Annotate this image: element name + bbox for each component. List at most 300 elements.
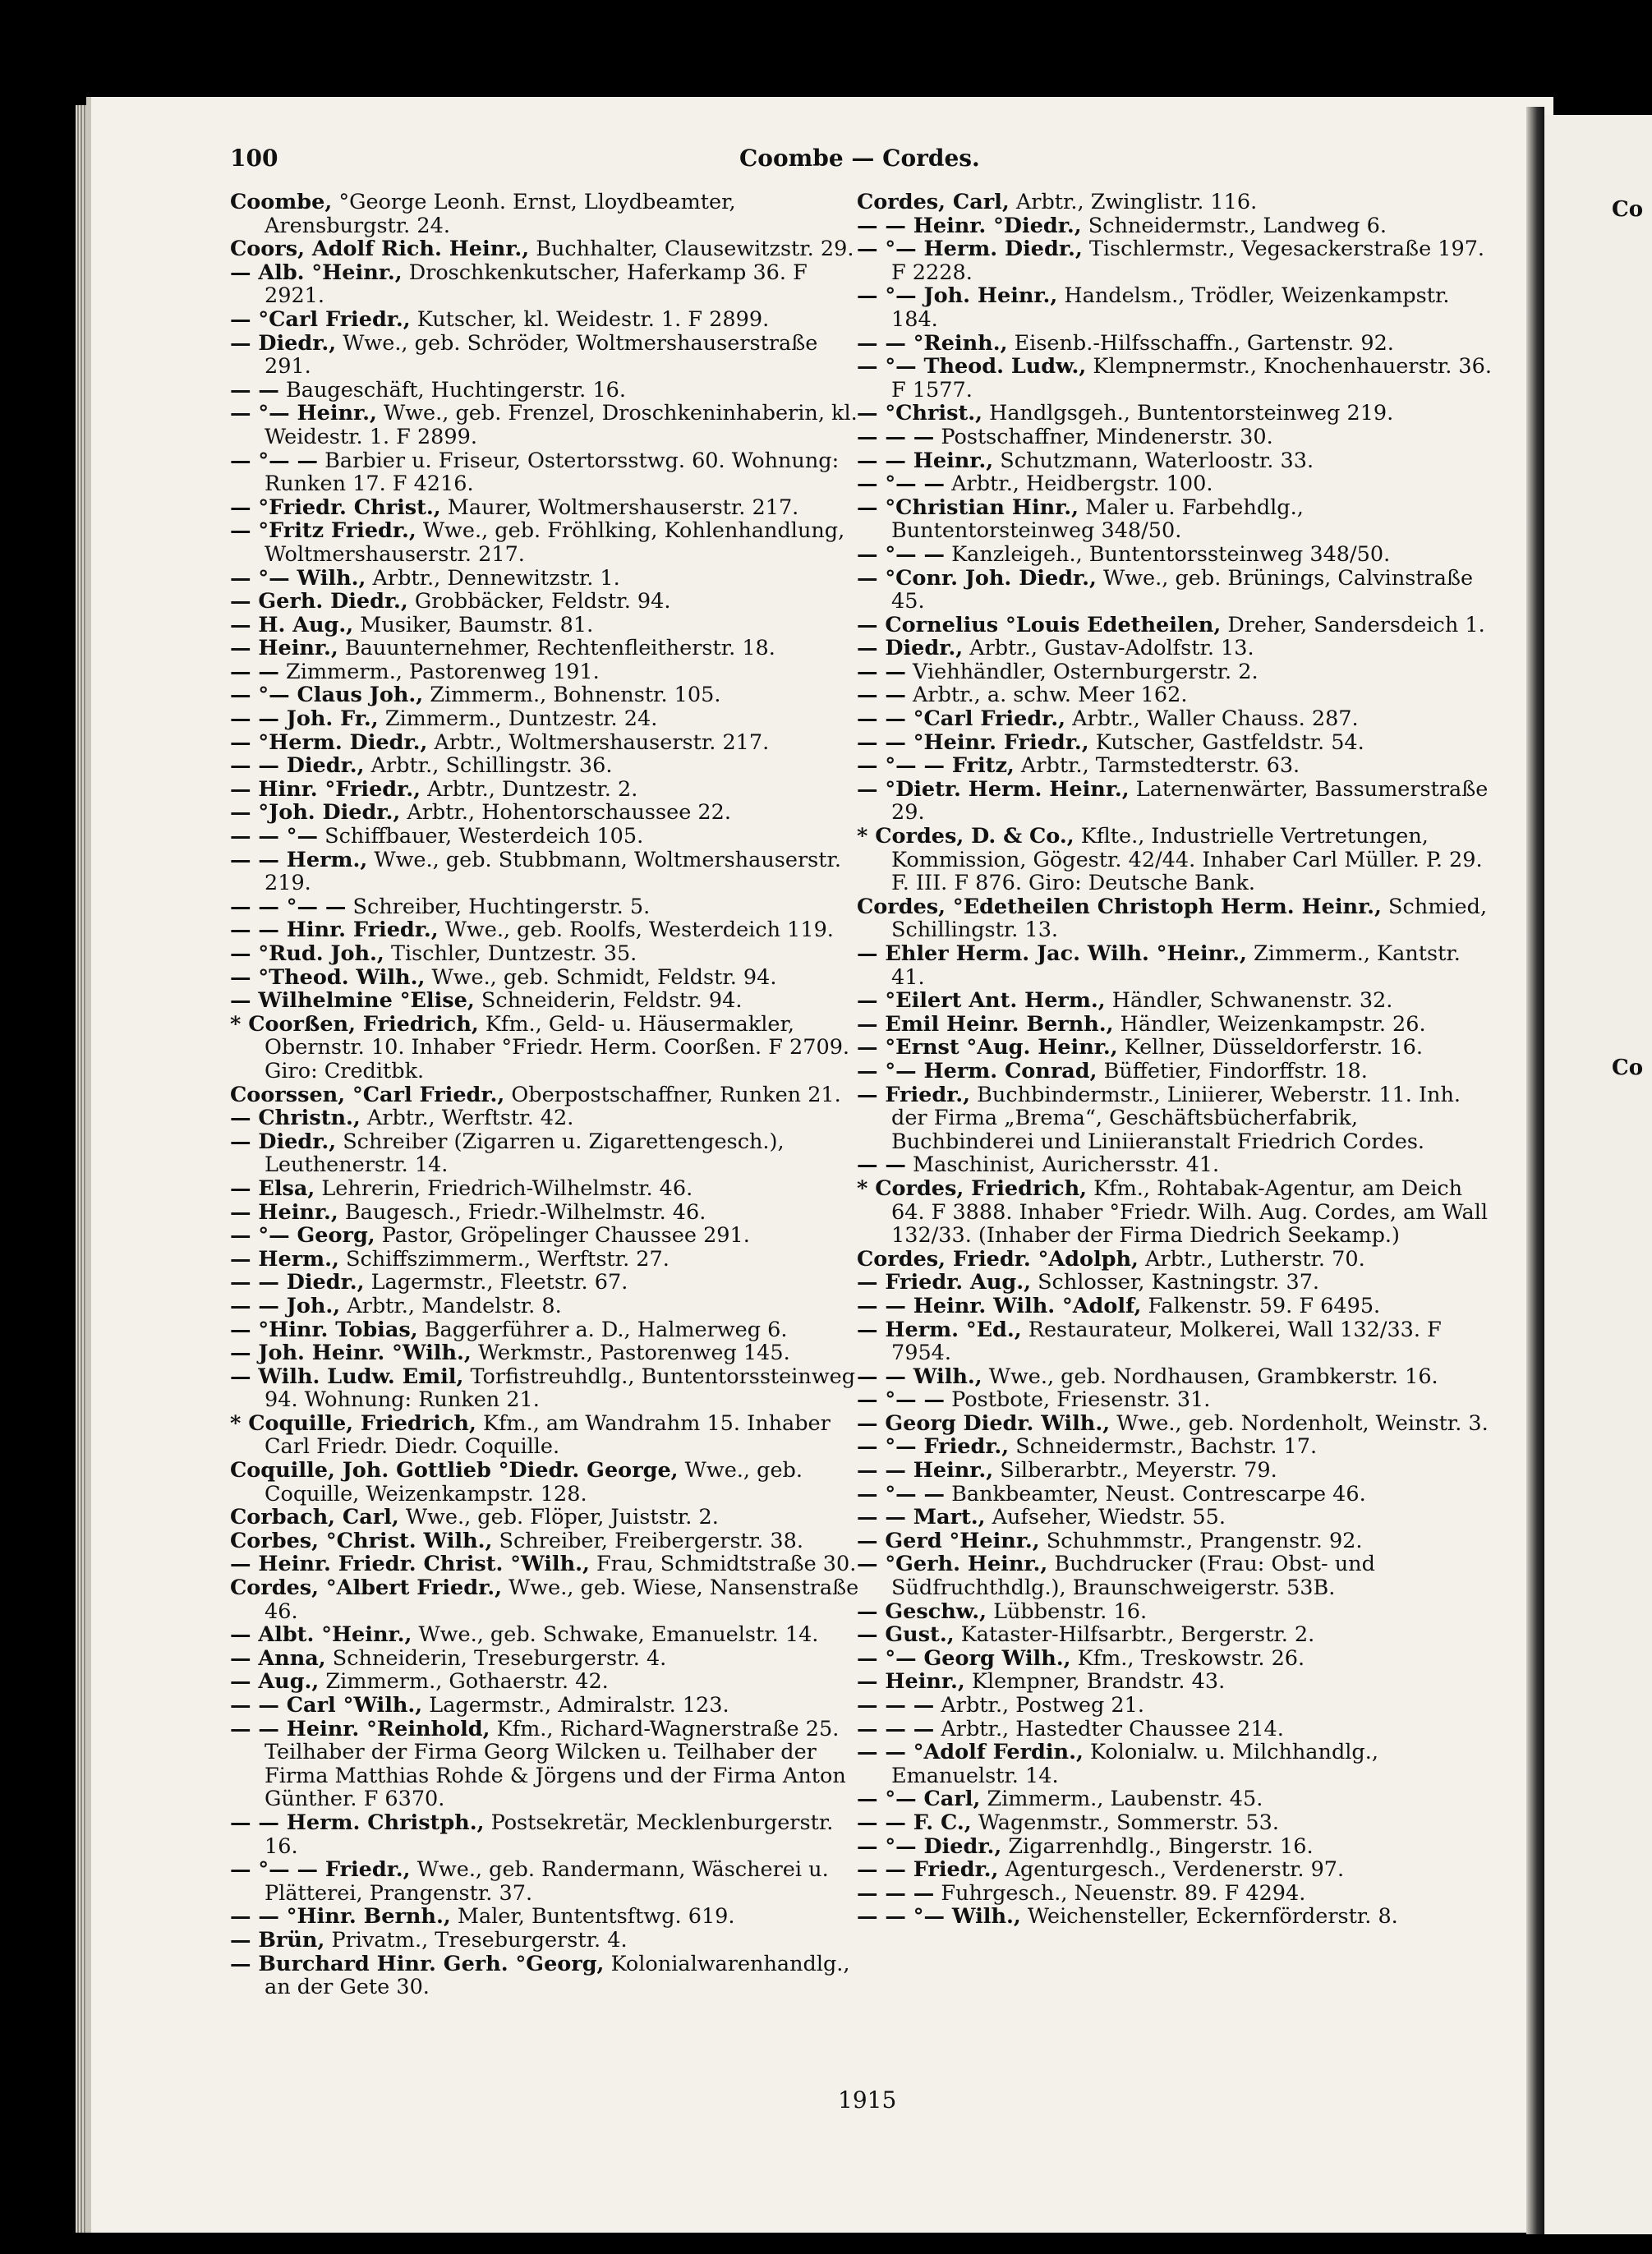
directory-entry [230, 1670, 867, 1694]
entry-name: — °— Joh. Heinr., [857, 283, 1058, 309]
entry-name: — — — [857, 1693, 935, 1718]
entry-name: — Albt. °Heinr., [230, 1622, 412, 1648]
directory-entry [857, 567, 1493, 614]
directory-entry [230, 849, 867, 895]
directory-entry [230, 1811, 867, 1858]
entry-details: Arbtr., Gustav-Adolfstr. 13. [969, 636, 1254, 661]
entry-details: Schneidermstr., Landweg 6. [1088, 213, 1387, 238]
entry-details: Kutscher, Gastfeldstr. 54. [1095, 729, 1364, 755]
directory-entry [230, 614, 867, 637]
entry-name: — — °— [230, 824, 319, 849]
entry-details: Schneiderin, Treseburgerstr. 4. [332, 1645, 667, 1671]
directory-entry [857, 1412, 1493, 1436]
entry-details: Wwe., geb. Wiese, Nansenstraße 46. [265, 1576, 859, 1624]
entry-name: — Friedr. Aug., [857, 1270, 1031, 1295]
entry-name: — — °Heinr. Friedr., [857, 729, 1089, 755]
entry-details: Schreiber (Zigarren u. Zigarettengesch.), Leuthenerstr. 14. [265, 1129, 785, 1178]
entry-details: Schneiderin, Feldstr. 94. [481, 988, 743, 1014]
entry-name: Coorssen, °Carl Friedr., [230, 1082, 505, 1107]
directory-entry [857, 825, 1493, 895]
directory-entry [230, 237, 867, 261]
entry-name: — Anna, [230, 1645, 326, 1671]
directory-entry [230, 1694, 867, 1718]
directory-entry [230, 1953, 867, 1999]
entry-name: — Diedr., [230, 330, 337, 356]
entry-name: — °— — [230, 448, 319, 473]
directory-entry [857, 426, 1493, 449]
entry-name: — — °— Wilh., [857, 1904, 1021, 1930]
entry-name: — — Heinr. °Reinhold, [230, 1716, 490, 1741]
directory-entry [857, 1623, 1493, 1647]
directory-entry [230, 1506, 867, 1530]
directory-entry [857, 1741, 1493, 1787]
entry-details: Postsekretär, Mecklenburgerstr. 16. [265, 1810, 834, 1859]
entry-details: Buchdrucker (Frau: Obst- und Südfruchthdlg.), Braunschweigerstr. 53B. [891, 1552, 1375, 1601]
directory-entry [230, 825, 867, 849]
directory-entry [230, 308, 867, 332]
entry-details: Wwe., geb. Schwake, Emanuelstr. 14. [418, 1622, 819, 1648]
entry-name: — °Rud. Joh., [230, 941, 384, 966]
entry-name: — Georg Diedr. Wilh., [857, 1410, 1111, 1436]
entry-details: Zimmerm., Kantstr. 41. [891, 941, 1461, 990]
entry-name: — Herm. °Ed., [857, 1317, 1022, 1342]
entry-details: Arbtr., Dennewitzstr. 1. [372, 565, 620, 591]
entry-name: — Heinr., [857, 1669, 965, 1695]
entry-details: Arbtr., Duntzestr. 2. [427, 776, 638, 802]
entry-name: — Diedr., [230, 1129, 337, 1154]
entry-name: — °— Theod. Ludw., [857, 354, 1087, 380]
directory-entry [230, 191, 867, 237]
entry-name: — — Herm. Christph., [230, 1810, 485, 1835]
entry-name: — — °Adolf Ferdin., [857, 1740, 1084, 1765]
directory-entry [230, 1013, 867, 1083]
next-page-fragment: Co [1612, 1056, 1644, 1080]
directory-entry [857, 754, 1493, 778]
entry-details: Wwe., geb. Fröhlking, Kohlenhandlung, Woltmershauserstr. 217. [265, 518, 845, 567]
entry-details: Grobbäcker, Feldstr. 94. [414, 589, 671, 614]
entry-details: Werkmstr., Pastorenweg 145. [477, 1341, 790, 1366]
entry-details: Lagermstr., Admiralstr. 123. [429, 1693, 729, 1718]
directory-entry [857, 1388, 1493, 1412]
entry-details: Musiker, Baumstr. 81. [360, 612, 594, 637]
entry-name: — °Herm. Diedr., [230, 729, 428, 755]
directory-entry [230, 332, 867, 379]
entry-details: Arbtr., a. schw. Meer 162. [913, 683, 1188, 708]
entry-name: — Heinr., [230, 1199, 338, 1225]
right-column [857, 191, 1493, 1929]
entry-name: — — — [857, 424, 935, 449]
directory-entry [857, 1552, 1493, 1599]
entry-details: Eisenb.-Hilfsschaffn., Gartenstr. 92. [1014, 330, 1394, 356]
entry-details: Kutscher, kl. Weidestr. 1. F 2899. [416, 306, 770, 332]
entry-details: Maler u. Farbehdlg., Buntentorsteinweg 348/50. [891, 494, 1304, 544]
entry-details: Arbtr., Mandelstr. 8. [347, 1293, 562, 1318]
entry-details: Kolonialwarenhandlg., an der Gete 30. [265, 1951, 850, 2000]
entry-name: — °— Georg, [230, 1223, 375, 1249]
entry-name: — Gerd °Heinr., [857, 1528, 1040, 1553]
entry-details: Lübbenstr. 16. [993, 1598, 1148, 1624]
entry-details: Wagenmstr., Sommerstr. 53. [978, 1810, 1279, 1835]
entry-details: Wwe., geb. Nordenholt, Weinstr. 3. [1116, 1410, 1489, 1436]
entry-name: — Heinr. Friedr. Christ. °Wilh., [230, 1552, 590, 1577]
entry-name: — °Eilert Ant. Herm., [857, 988, 1106, 1014]
entry-details: Oberpostschaffner, Runken 21. [511, 1082, 841, 1107]
directory-entry [857, 614, 1493, 637]
entry-name: — — Carl °Wilh., [230, 1693, 423, 1718]
entry-name: — Friedr., [857, 1082, 971, 1107]
entry-name: — °— Wilh., [230, 565, 366, 591]
directory-entry [857, 355, 1493, 402]
entry-name: — Christn., [230, 1106, 361, 1131]
entry-details: Wwe., geb. Coquille, Weizenkampstr. 128. [265, 1458, 803, 1506]
entry-details: Wwe., geb. Brünings, Calvinstraße 45. [891, 565, 1474, 614]
entry-details: Bauunternehmer, Rechtenfleitherstr. 18. [344, 636, 775, 661]
entry-details: Schmied, Schillingstr. 13. [891, 894, 1488, 943]
entry-details: Dreher, Sandersdeich 1. [1227, 612, 1485, 637]
entry-details: Schlosser, Kastningstr. 37. [1038, 1270, 1320, 1295]
entry-details: Wwe., geb. Schröder, Woltmershauserstraße 291. [265, 330, 818, 380]
directory-entry [230, 1271, 867, 1295]
directory-entry [857, 683, 1493, 707]
directory-entry [857, 1318, 1493, 1365]
directory-entry [857, 1177, 1493, 1248]
directory-entry [230, 1130, 867, 1177]
directory-entry [857, 1694, 1493, 1718]
directory-entry [230, 707, 867, 731]
directory-entry [230, 942, 867, 966]
entry-details: Zigarrenhdlg., Bingerstr. 16. [1008, 1833, 1314, 1859]
entry-details: Handelsm., Trödler, Weizenkampstr. 184. [891, 283, 1450, 332]
entry-details: Lagermstr., Fleetstr. 67. [370, 1270, 628, 1295]
entry-name: — °— — [857, 1387, 946, 1413]
entry-details: Schiffbauer, Westerdeich 105. [324, 824, 644, 849]
entry-name: — °— Herm. Diedr., [857, 237, 1083, 262]
entry-name: — — Mart., [857, 1505, 986, 1530]
directory-entry [230, 1365, 867, 1412]
entry-name: — Ehler Herm. Jac. Wilh. °Heinr., [857, 941, 1247, 966]
entry-name: — Aug., [230, 1669, 320, 1695]
directory-entry [857, 1835, 1493, 1859]
entry-details: Silberarbtr., Meyerstr. 79. [1000, 1458, 1277, 1484]
entry-details: Klempner, Brandstr. 43. [971, 1669, 1226, 1695]
entry-name: — °— Heinr., [230, 401, 377, 426]
entry-details: Zimmerm., Duntzestr. 24. [384, 706, 658, 732]
directory-entry [857, 1153, 1493, 1177]
directory-entry [230, 683, 867, 707]
next-page-fragment: Co [1612, 197, 1644, 222]
entry-details: Arbtr., Heidbergstr. 100. [951, 472, 1213, 497]
directory-entry [857, 1506, 1493, 1530]
entry-details: Viehhändler, Osternburgerstr. 2. [913, 659, 1259, 684]
entry-details: Kfm., Geld- u. Häusermakler, Obernstr. 10. Inhaber °Friedr. Herm. Coorßen. F 2709. Giro: Creditbk. [265, 1011, 850, 1083]
entry-name: — Herm., [230, 1246, 339, 1272]
entry-name: — Burchard Hinr. Gerh. °Georg, [230, 1951, 605, 1976]
next-page-edge [1544, 115, 1652, 2234]
entry-details: Wwe., geb. Roolfs, Westerdeich 119. [444, 918, 834, 943]
entry-details: Zimmerm., Bohnenstr. 105. [430, 683, 721, 708]
entry-details: Schuhmmstr., Prangenstr. 92. [1046, 1528, 1363, 1553]
entry-details: Tischler, Duntzestr. 35. [390, 941, 637, 966]
directory-entry [857, 1905, 1493, 1929]
entry-details: Kataster-Hilfsarbtr., Bergerstr. 2. [960, 1622, 1315, 1648]
entry-name: — Emil Heinr. Bernh., [857, 1011, 1114, 1037]
entry-details: Schreiber, Freibergerstr. 38. [499, 1528, 803, 1553]
directory-entry [857, 1271, 1493, 1295]
entry-details: Droschkenkutscher, Haferkamp 36. F 2921. [265, 260, 808, 309]
entry-name: — °— — [857, 472, 946, 497]
entry-name: — °Hinr. Tobias, [230, 1317, 418, 1342]
directory-entry [857, 1787, 1493, 1811]
directory-entry [857, 237, 1493, 284]
entry-details: Büffetier, Findorffstr. 18. [1103, 1058, 1368, 1083]
entry-name: — — Heinr. Wilh. °Adolf, [857, 1293, 1142, 1318]
directory-entry [857, 1295, 1493, 1318]
entry-details: Falkenstr. 59. F 6495. [1148, 1293, 1381, 1318]
entry-details: Kfm., am Wandrahm 15. Inhaber Carl Friedr. Diedr. Coquille. [265, 1410, 831, 1460]
page-footer-year: 1915 [838, 2086, 897, 2114]
directory-entry [230, 1929, 867, 1953]
entry-details: Kflte., Industrielle Vertretungen, Kommission, Gögestr. 42/44. Inhaber Carl Müller. P. 29. F. III. F 876. Giro: Deutsche Bank. [891, 824, 1483, 896]
entry-details: Maler, Buntentsftwg. 619. [457, 1904, 735, 1930]
directory-entry [857, 778, 1493, 825]
entry-name: — — Wilh., [857, 1364, 982, 1389]
directory-entry [857, 449, 1493, 473]
directory-entry [857, 895, 1493, 942]
entry-name: — °— — Fritz, [857, 753, 1015, 779]
entry-name: — — Heinr., [857, 1458, 994, 1484]
entry-name: — — [857, 683, 906, 708]
entry-details: Tischlermstr., Vegesackerstraße 197. F 2228. [891, 237, 1485, 285]
entry-details: Wwe., geb. Randermann, Wäscherei u. Plätterei, Prangenstr. 37. [265, 1857, 829, 1906]
directory-entry [230, 895, 867, 919]
directory-entry [857, 332, 1493, 356]
entry-name: — °Ernst °Aug. Heinr., [857, 1035, 1118, 1060]
entry-details: Pastor, Gröpelinger Chaussee 291. [381, 1223, 750, 1249]
directory-entry [857, 942, 1493, 989]
entry-name: — Brün, [230, 1927, 325, 1953]
directory-entry [230, 567, 867, 591]
entry-name: — — Joh., [230, 1293, 341, 1318]
directory-entry [230, 1459, 867, 1506]
directory-entry [230, 590, 867, 614]
directory-entry [857, 284, 1493, 331]
directory-entry [230, 966, 867, 990]
entry-details: Baugeschäft, Huchtingerstr. 16. [286, 377, 626, 402]
directory-entry [857, 989, 1493, 1013]
entry-name: — °— — [857, 1481, 946, 1506]
entry-details: Arbtr., Schillingstr. 36. [370, 753, 613, 779]
entry-details: Aufseher, Wiedstr. 55. [992, 1505, 1226, 1530]
entry-details: Zimmerm., Pastorenweg 191. [286, 659, 600, 684]
directory-entry [857, 1248, 1493, 1272]
directory-entry [230, 1341, 867, 1365]
entry-name: — — Herm., [230, 847, 368, 872]
entry-details: Kanzleigeh., Buntentorssteinweg 348/50. [951, 541, 1391, 567]
entry-name: — °Gerh. Heinr., [857, 1552, 1048, 1577]
entry-details: Händler, Schwanenstr. 32. [1111, 988, 1393, 1014]
entry-details: Arbtr., Hohentorschaussee 22. [407, 800, 731, 826]
directory-entry [230, 989, 867, 1013]
entry-details: Kellner, Düsseldorferstr. 16. [1124, 1035, 1423, 1060]
entry-details: Schiffszimmerm., Werftstr. 27. [345, 1246, 670, 1272]
directory-entry [857, 1083, 1493, 1154]
entry-name: — Geschw., [857, 1598, 987, 1624]
entry-details: Wwe., geb. Frenzel, Droschkeninhaberin, kl. Weidestr. 1. F 2899. [265, 401, 858, 449]
entry-name: * Coorßen, Friedrich, [230, 1011, 479, 1037]
directory-entry [857, 1670, 1493, 1694]
book-gutter [1526, 107, 1544, 2234]
entry-details: Arbtr., Lutherstr. 70. [1145, 1246, 1365, 1272]
entry-details: Buchbindermstr., Liniierer, Weberstr. 11. Inh. der Firma „Brema“, Geschäftsbücherfabrik, Buchbinderei und Liniieranstalt Friedrich Cordes. [891, 1082, 1461, 1154]
entry-name: — Gerh. Diedr., [230, 589, 408, 614]
entry-name: Corbach, Carl, [230, 1505, 399, 1530]
entry-name: — °— — Friedr., [230, 1857, 411, 1883]
running-head: Coombe — Cordes. [739, 145, 980, 172]
directory-entry [857, 1811, 1493, 1835]
entry-name: — — Diedr., [230, 753, 365, 779]
entry-details: Weichensteller, Eckernförderstr. 8. [1027, 1904, 1398, 1930]
entry-details: Fuhrgesch., Neuenstr. 89. F 4294. [941, 1880, 1306, 1906]
entry-details: Kfm., Treskowstr. 26. [1077, 1645, 1305, 1671]
entry-name: — — [857, 1152, 906, 1178]
entry-name: — — Heinr. °Diedr., [857, 213, 1082, 238]
entry-name: — Wilh. Ludw. Emil, [230, 1364, 464, 1389]
entry-details: Schneidermstr., Bachstr. 17. [1015, 1434, 1318, 1460]
entry-name: — H. Aug., [230, 612, 354, 637]
directory-entry [230, 379, 867, 402]
directory-entry [230, 778, 867, 802]
left-column [230, 191, 867, 1999]
page-number: 100 [230, 145, 278, 172]
directory-entry [857, 191, 1493, 214]
entry-details: Restaurateur, Molkerei, Wall 132/33. F 7954. [891, 1317, 1442, 1366]
entry-name: — Cornelius °Louis Edetheilen, [857, 612, 1222, 637]
entry-details: Zimmerm., Laubenstr. 45. [987, 1787, 1263, 1812]
entry-name: — °— Claus Joh., [230, 683, 424, 708]
directory-entry [857, 1483, 1493, 1506]
entry-name: — Gust., [857, 1622, 955, 1648]
entry-name: — °— Herm. Conrad, [857, 1058, 1097, 1083]
directory-entry [857, 1435, 1493, 1459]
entry-details: Privatm., Treseburgerstr. 4. [331, 1927, 628, 1953]
directory-entry [230, 754, 867, 778]
entry-details: Arbtr., Werftstr. 42. [366, 1106, 574, 1131]
entry-name: Corbes, °Christ. Wilh., [230, 1528, 493, 1553]
entry-name: Cordes, Carl, [857, 190, 1010, 214]
directory-entry [857, 1459, 1493, 1483]
entry-details: Schreiber, Huchtingerstr. 5. [352, 894, 651, 919]
directory-entry [230, 1623, 867, 1647]
entry-name: — Hinr. °Friedr., [230, 776, 421, 802]
directory-entry [230, 1201, 867, 1225]
directory-entry [230, 496, 867, 520]
entry-details: Buchhalter, Clausewitzstr. 29. [536, 237, 854, 262]
directory-entry [230, 449, 867, 496]
entry-details: Schutzmann, Waterloostr. 33. [1000, 448, 1314, 473]
directory-entry [230, 1318, 867, 1342]
directory-entry [230, 1647, 867, 1671]
directory-entry [857, 1013, 1493, 1037]
directory-entry [857, 1882, 1493, 1906]
entry-name: — — °— — [230, 894, 347, 919]
entry-details: Arbtr., Hastedter Chaussee 214. [941, 1716, 1284, 1741]
entry-name: — — °Hinr. Bernh., [230, 1904, 451, 1930]
entry-name: — °— — [857, 541, 946, 567]
directory-entry [230, 1083, 867, 1107]
directory-entry [857, 1647, 1493, 1671]
entry-name: — Diedr., [857, 636, 964, 661]
entry-details: Arbtr., Zwinglistr. 116. [1015, 190, 1258, 214]
entry-details: Wwe., geb. Flöper, Juiststr. 2. [405, 1505, 719, 1530]
directory-entry [230, 1412, 867, 1459]
entry-name: * Cordes, D. & Co., [857, 824, 1074, 849]
entry-details: Arbtr., Woltmershauserstr. 217. [434, 729, 770, 755]
entry-name: * Coquille, Friedrich, [230, 1410, 476, 1436]
entry-name: — °Friedr. Christ., [230, 494, 441, 520]
entry-name: — — Heinr., [857, 448, 994, 473]
entry-name: — °Dietr. Herm. Heinr., [857, 776, 1130, 802]
entry-name: — — — [857, 1716, 935, 1741]
entry-details: Agenturgesch., Verdenerstr. 97. [1005, 1857, 1345, 1883]
entry-details: Postschaffner, Mindenerstr. 30. [941, 424, 1273, 449]
entry-details: Baugesch., Friedr.-Wilhelmstr. 46. [344, 1199, 706, 1225]
entry-name: — — Diedr., [230, 1270, 365, 1295]
entry-name: — °Carl Friedr., [230, 306, 411, 332]
directory-entry [857, 1530, 1493, 1553]
entry-name: — °Theod. Wilh., [230, 964, 426, 990]
entry-details: Klempnermstr., Knochenhauerstr. 36. F 1577. [891, 354, 1492, 402]
directory-entry [857, 496, 1493, 543]
entry-details: Arbtr., Waller Chauss. 287. [1072, 706, 1359, 732]
entry-details: Maschinist, Aurichersstr. 41. [913, 1152, 1220, 1178]
entry-name: Coors, Adolf Rich. Heinr., [230, 237, 530, 262]
directory-entry [857, 1858, 1493, 1882]
entry-name: — °— Georg Wilh., [857, 1645, 1071, 1671]
entry-name: — — Joh. Fr., [230, 706, 379, 732]
directory-entry [230, 1552, 867, 1576]
directory-entry [230, 660, 867, 684]
directory-entry [230, 1106, 867, 1130]
entry-name: — — F. C., [857, 1810, 972, 1835]
entry-name: — °Conr. Joh. Diedr., [857, 565, 1097, 591]
entry-details: Bankbeamter, Neust. Contrescarpe 46. [951, 1481, 1366, 1506]
directory-entry [857, 214, 1493, 238]
entry-name: — — [230, 377, 279, 402]
directory-entry [230, 637, 867, 660]
entry-details: Barbier u. Friseur, Ostertorsstwg. 60. Wohnung: Runken 17. F 4216. [265, 448, 840, 497]
directory-entry [230, 1248, 867, 1272]
entry-details: Wwe., geb. Schmidt, Feldstr. 94. [431, 964, 777, 990]
directory-entry [857, 731, 1493, 755]
entry-name: — Heinr., [230, 636, 338, 661]
entry-name: — Wilhelmine °Elise, [230, 988, 475, 1014]
directory-entry [230, 519, 867, 566]
entry-details: Kolonialw. u. Milchhandlg., Emanuelstr. 14. [891, 1740, 1378, 1788]
entry-details: Baggerführer a. D., Halmerweg 6. [424, 1317, 788, 1342]
directory-entry [230, 1530, 867, 1553]
entry-name: * Cordes, Friedrich, [857, 1175, 1088, 1201]
directory-entry [857, 660, 1493, 684]
entry-name: — — [857, 659, 906, 684]
entry-details: Laternenwärter, Bassumerstraße 29. [891, 776, 1489, 826]
entry-details: Frau, Schmidtstraße 30. [596, 1552, 857, 1577]
directory-entry [230, 402, 867, 448]
entry-name: — — [230, 659, 279, 684]
directory-entry [857, 1365, 1493, 1389]
entry-name: — — Hinr. Friedr., [230, 918, 439, 943]
directory-entry [857, 472, 1493, 496]
directory-entry [230, 801, 867, 825]
